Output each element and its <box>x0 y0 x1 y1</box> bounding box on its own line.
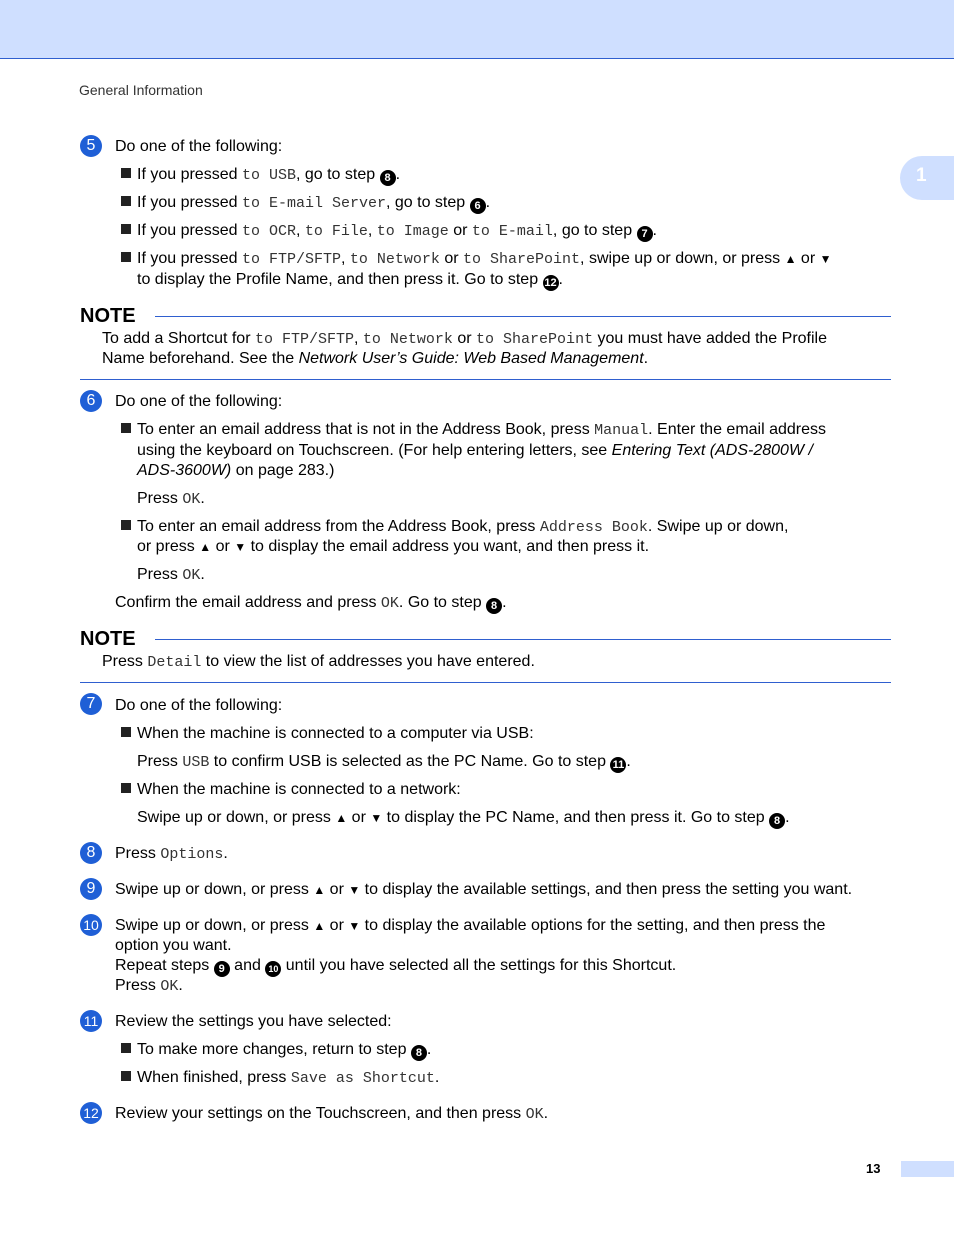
step-11-bullet-1: To make more changes, return to step 8 . <box>121 1040 431 1061</box>
bullet-square <box>121 1043 131 1053</box>
step-ref: 10 <box>265 961 281 977</box>
step-badge-6: 6 <box>80 390 102 412</box>
key-to-file: to File <box>304 223 368 240</box>
down-arrow-icon: ▼ <box>370 811 383 825</box>
bullet-square <box>121 224 131 234</box>
step-6-bullet-1-line2: using the keyboard on Touchscreen. (For help entering letters, see Entering Text (ADS-2800W / <box>137 442 813 459</box>
note-heading: NOTE <box>80 628 136 650</box>
note-heading: NOTE <box>80 305 136 327</box>
step-11-bullet-2: When finished, press Save as Shortcut. <box>121 1068 439 1089</box>
header-band <box>0 0 954 59</box>
step-ref: 6 <box>470 198 486 214</box>
up-arrow-icon: ▲ <box>313 919 326 933</box>
step-10-line-3: Repeat steps 9 and 10 until you have selected all the settings for this Shortcut. <box>115 957 677 975</box>
step-6-bullet-1: To enter an email address that is not in the Address Book, press Manual. Enter the email address <box>121 420 826 441</box>
bullet-square <box>121 252 131 262</box>
step-10-line-1: Swipe up or down, or press ▲ or ▼ to display the available options for the setting, and then press the <box>115 917 826 934</box>
step-6-confirm: Confirm the email address and press OK. Go to step 8 . <box>115 594 507 612</box>
key-to-email: to E-mail <box>471 223 553 240</box>
step-ref: 8 <box>411 1045 427 1061</box>
key-to-sharepoint: to SharePoint <box>463 251 581 268</box>
up-arrow-icon: ▲ <box>313 883 326 897</box>
key-manual: Manual <box>594 422 649 439</box>
step-7-bullet-1: When the machine is connected to a computer via USB: <box>121 724 534 744</box>
up-arrow-icon: ▲ <box>199 540 212 554</box>
footer-band <box>901 1161 954 1177</box>
key-to-image: to Image <box>376 223 449 240</box>
key-usb: USB <box>182 754 210 771</box>
key-to-email-server: to E-mail Server <box>241 195 386 212</box>
up-arrow-icon: ▲ <box>335 811 348 825</box>
step-8-text: Press Options. <box>115 845 228 863</box>
down-arrow-icon: ▼ <box>234 540 247 554</box>
step-6-bullet-1-line3: ADS-3600W) on page 283.) <box>137 462 335 479</box>
step-12-text: Review your settings on the Touchscreen, and then press OK. <box>115 1105 549 1123</box>
down-arrow-icon: ▼ <box>348 919 361 933</box>
key-ok: OK <box>380 595 399 612</box>
step-5-bullet-4-line2: to display the Profile Name, and then press it. Go to step 12 . <box>137 271 563 289</box>
bullet-square <box>121 423 131 433</box>
step-6-intro: Do one of the following: <box>115 393 283 410</box>
step-6-bullet-2-press: Press OK. <box>137 566 205 584</box>
step-badge-11: 11 <box>80 1010 102 1032</box>
step-5-bullet-4: If you pressed to FTP/SFTP, to Network or to SharePoint, swipe up or down, or press ▲ or ▼ <box>121 249 832 270</box>
step-ref: 9 <box>214 961 230 977</box>
note-1-line-1: To add a Shortcut for to FTP/SFTP, to Network or to SharePoint you must have added the Profile <box>102 330 827 348</box>
step-7-bullet-2-swipe: Swipe up or down, or press ▲ or ▼ to display the PC Name, and then press it. Go to step 8 . <box>137 809 790 827</box>
step-ref: 8 <box>486 598 502 614</box>
down-arrow-icon: ▼ <box>348 883 361 897</box>
step-badge-5: 5 <box>80 135 102 157</box>
step-7-bullet-1-press: Press USB to confirm USB is selected as the PC Name. Go to step 11 . <box>137 753 631 771</box>
step-10-line-4: Press OK. <box>115 977 183 995</box>
bullet-square <box>121 196 131 206</box>
key-to-network: to Network <box>349 251 440 268</box>
step-11-intro: Review the settings you have selected: <box>115 1013 392 1030</box>
down-arrow-icon: ▼ <box>819 252 832 266</box>
step-5-bullet-2: If you pressed to E-mail Server, go to step 6 . <box>121 193 490 214</box>
section-label: General Information <box>79 82 203 98</box>
bullet-square <box>121 168 131 178</box>
step-ref: 11 <box>610 757 626 773</box>
step-6-bullet-1-press: Press OK. <box>137 490 205 508</box>
bullet-square <box>121 727 131 737</box>
note-rule <box>155 316 891 317</box>
key-ok: OK <box>525 1106 544 1123</box>
note-end-rule <box>80 682 891 683</box>
key-save-as-shortcut: Save as Shortcut <box>290 1070 435 1087</box>
key-ok: OK <box>160 978 179 995</box>
step-9-text: Swipe up or down, or press ▲ or ▼ to display the available settings, and then press the setting you want. <box>115 881 853 898</box>
step-ref: 12 <box>544 277 557 289</box>
step-ref: 8 <box>380 170 396 186</box>
bullet-square <box>121 520 131 530</box>
chapter-tab <box>900 156 954 200</box>
step-6-bullet-2-line2: or press ▲ or ▼ to display the email address you want, and then press it. <box>137 538 650 555</box>
page-number: 13 <box>866 1161 881 1176</box>
step-7-intro: Do one of the following: <box>115 697 283 714</box>
step-5-bullet-3: If you pressed to OCR, to File, to Image or to E-mail, go to step 7 . <box>121 221 657 242</box>
step-5-intro: Do one of the following: <box>115 138 283 155</box>
key-detail: Detail <box>147 654 202 671</box>
key-options: Options <box>160 846 224 863</box>
step-badge-7: 7 <box>80 693 102 715</box>
step-badge-10: 10 <box>80 914 102 936</box>
note-end-rule <box>80 379 891 380</box>
step-10-line-2: option you want. <box>115 937 232 954</box>
step-ref: 8 <box>769 813 785 829</box>
key-ok: OK <box>182 567 201 584</box>
note-2-text: Press Detail to view the list of addresses you have entered. <box>102 653 535 671</box>
note-1-line-2: Name beforehand. See the Network User’s Guide: Web Based Management. <box>102 350 649 367</box>
step-5-bullet-1: If you pressed to USB, go to step 8 . <box>121 165 400 186</box>
key-to-ftp-sftp: to FTP/SFTP <box>241 251 341 268</box>
guide-reference: Network User’s Guide: Web Based Management <box>298 350 644 367</box>
bullet-square <box>121 1071 131 1081</box>
key-ok: OK <box>182 491 201 508</box>
bullet-square <box>121 783 131 793</box>
key-to-ocr: to OCR <box>241 223 296 240</box>
key-address-book: Address Book <box>539 519 648 536</box>
chapter-number: 1 <box>916 165 927 186</box>
key-to-usb: to USB <box>241 167 296 184</box>
note-rule <box>155 639 891 640</box>
up-arrow-icon: ▲ <box>784 252 797 266</box>
step-7-bullet-2: When the machine is connected to a network: <box>121 780 461 800</box>
step-ref: 7 <box>637 226 653 242</box>
step-badge-12: 12 <box>80 1102 102 1124</box>
step-badge-8: 8 <box>80 842 102 864</box>
step-badge-9: 9 <box>80 878 102 900</box>
step-6-bullet-2: To enter an email address from the Address Book, press Address Book. Swipe up or down, <box>121 517 788 538</box>
